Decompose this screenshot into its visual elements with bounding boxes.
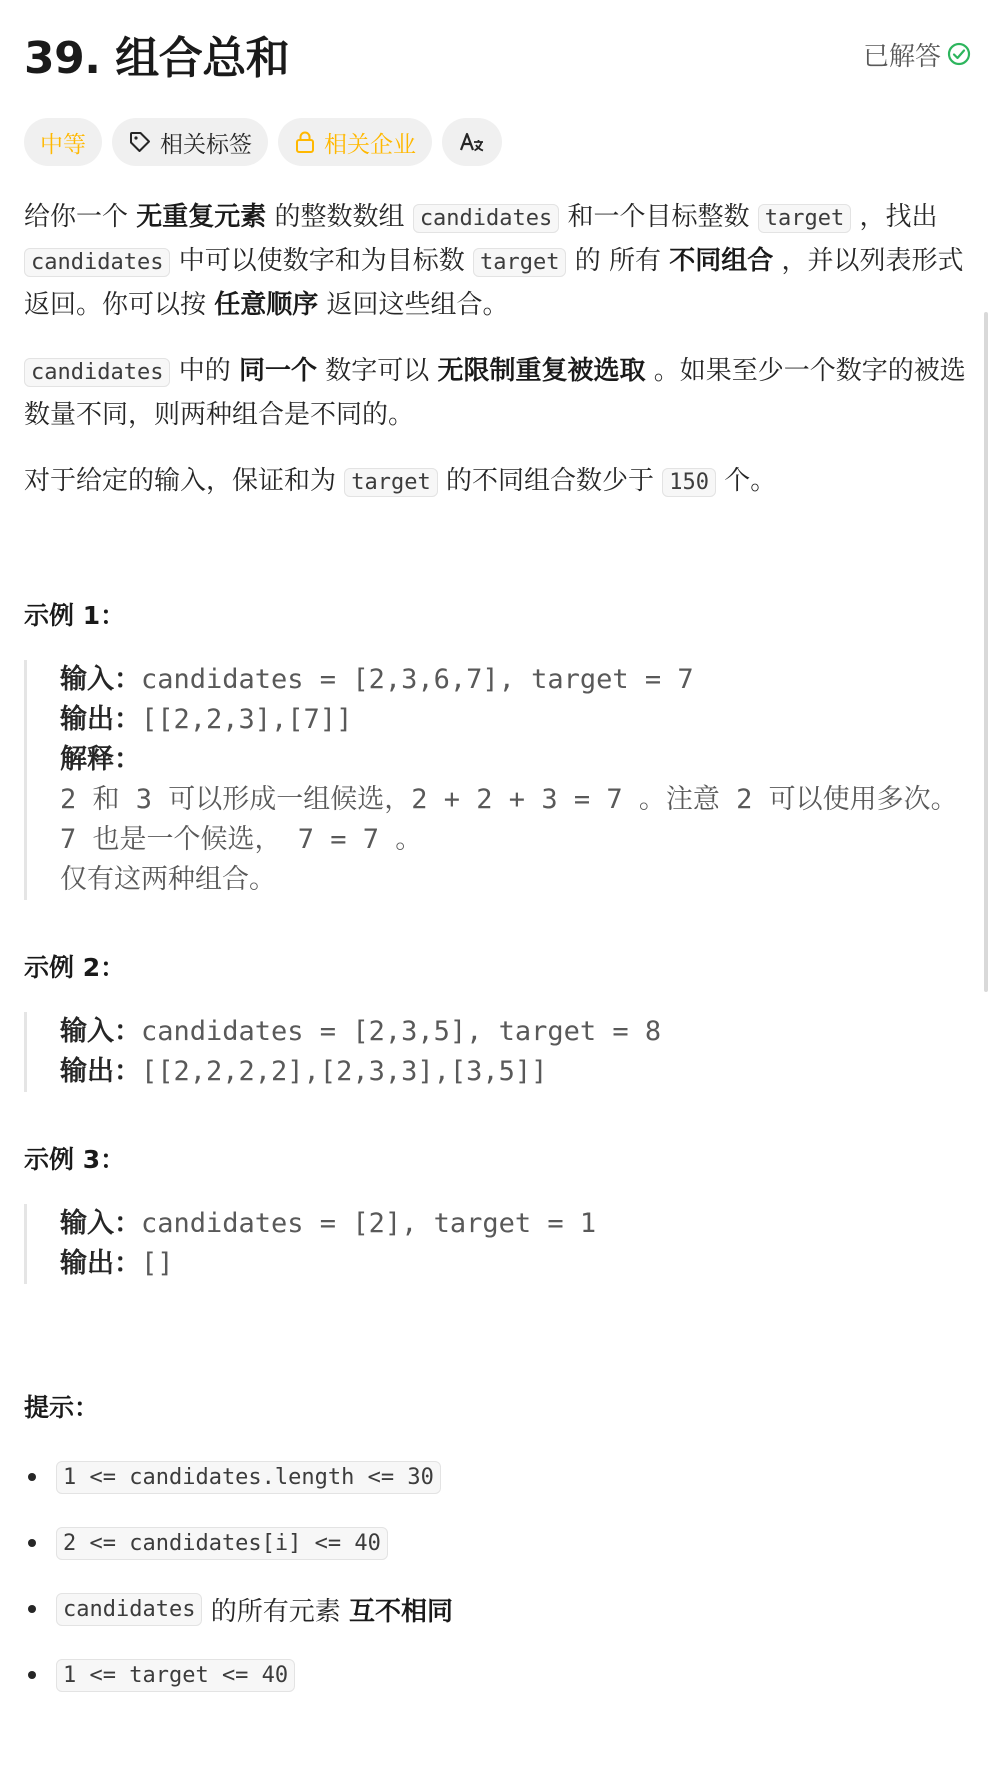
example-explain-text: 仅有这两种组合。 (60, 864, 276, 895)
description-paragraph-1 (24, 196, 969, 326)
constraint-item (24, 1522, 969, 1564)
text: 的 所有 (566, 246, 670, 276)
example-output-line (60, 1052, 969, 1092)
inline-code: candidates (24, 358, 170, 387)
inline-code: 1 <= target <= 40 (56, 1659, 295, 1692)
inline-code: candidates (24, 248, 170, 277)
text: 的整数数组 (266, 202, 413, 232)
solved-status (863, 36, 971, 73)
text: 和一个目标整数 (559, 202, 758, 232)
inline-code: 1 <= candidates.length <= 30 (56, 1461, 441, 1494)
example-2-block (24, 1012, 969, 1092)
example-explain-line (60, 740, 969, 780)
inline-code: 150 (662, 468, 716, 497)
text: 。如果至少一个数字的被选数量不同，则两种组合是不同的。 (24, 356, 966, 430)
example-output: [] (141, 1248, 174, 1279)
tag-row (24, 118, 969, 166)
description-paragraph-2 (24, 350, 969, 436)
example-input: candidates = [2,3,5], target = 8 (141, 1016, 662, 1047)
example-3-block (24, 1204, 969, 1284)
related-tags-label: 相关标签 (160, 131, 252, 158)
output-label: 输出： (60, 1056, 141, 1087)
inline-code: 2 <= candidates[i] <= 40 (56, 1527, 388, 1560)
output-label: 输出： (60, 704, 141, 735)
example-3-title: 示例 3： (24, 1145, 126, 1174)
example-1-block (24, 660, 969, 900)
input-label: 输入： (60, 1208, 141, 1239)
text: 个。 (716, 466, 777, 496)
related-companies-button[interactable] (278, 118, 432, 166)
problem-header (24, 22, 969, 86)
example-1-title: 示例 1： (24, 601, 126, 630)
text: ，找出 (851, 202, 938, 232)
example-output: [[2,2,2,2],[2,3,3],[3,5]] (141, 1056, 548, 1087)
related-tags-button[interactable] (112, 118, 268, 166)
text: 的不同组合数少于 (437, 466, 663, 496)
text: 给你一个 (24, 202, 137, 232)
example-input-line (60, 1012, 969, 1052)
solved-label: 已解答 (862, 41, 941, 72)
constraints-list (24, 1456, 969, 1696)
check-circle-icon (947, 42, 971, 66)
text: 对于给定的输入，保证和为 (24, 466, 345, 496)
inline-code: target (344, 468, 437, 497)
bold-text: 无重复元素 (136, 202, 267, 232)
problem-description (24, 196, 969, 504)
example-input: candidates = [2,3,6,7], target = 7 (141, 664, 694, 695)
bold-text: 同一个 (238, 356, 317, 386)
difficulty-badge[interactable]: 中等 (24, 118, 102, 166)
bold-text: 任意顺序 (214, 290, 319, 320)
input-label: 输入： (60, 1016, 141, 1047)
problem-page (24, 22, 969, 1720)
inline-code: candidates (56, 1593, 202, 1626)
lock-icon (294, 130, 316, 154)
explain-label: 解释： (60, 744, 141, 775)
example-explain-text: 7 也是一个候选， 7 = 7 。 (60, 824, 423, 855)
text: 的所有元素 (202, 1596, 349, 1627)
constraint-item (24, 1654, 969, 1696)
text: 返回这些组合。 (318, 290, 509, 320)
example-input: candidates = [2], target = 1 (141, 1208, 597, 1239)
problem-title: 39. 组合总和 (24, 33, 290, 84)
example-output-line (60, 1244, 969, 1284)
input-label: 输入： (60, 664, 141, 695)
example-output: [[2,2,3],[7]] (141, 704, 353, 735)
tag-icon (128, 130, 152, 154)
related-companies-label: 相关企业 (324, 131, 416, 158)
inline-code: target (758, 204, 851, 233)
description-paragraph-3 (24, 460, 969, 504)
text: ，并以列表形式返回。你可以按 (24, 246, 964, 320)
bold-text: 不同组合 (669, 246, 774, 276)
constraints-title: 提示： (24, 1393, 100, 1422)
scrollbar-track[interactable] (982, 0, 988, 1784)
bold-text: 互不相同 (348, 1596, 453, 1627)
constraint-item (24, 1456, 969, 1498)
example-input-line (60, 1204, 969, 1244)
scrollbar-thumb[interactable] (984, 312, 988, 992)
example-2-title: 示例 2： (24, 953, 126, 982)
inline-code: target (473, 248, 566, 277)
constraint-item (24, 1588, 969, 1630)
output-label: 输出： (60, 1248, 141, 1279)
example-explain-text: 2 和 3 可以形成一组候选，2 + 2 + 3 = 7 。注意 2 可以使用多次。 (60, 784, 958, 815)
inline-code: candidates (413, 204, 559, 233)
text: 数字可以 (317, 356, 438, 386)
example-input-line (60, 660, 969, 700)
text: 中可以使数字和为目标数 (170, 246, 473, 276)
translate-button[interactable] (442, 118, 502, 166)
translate-icon (459, 129, 485, 155)
example-output-line (60, 700, 969, 740)
bold-text: 无限制重复被选取 (437, 356, 646, 386)
text: 中的 (170, 356, 239, 386)
